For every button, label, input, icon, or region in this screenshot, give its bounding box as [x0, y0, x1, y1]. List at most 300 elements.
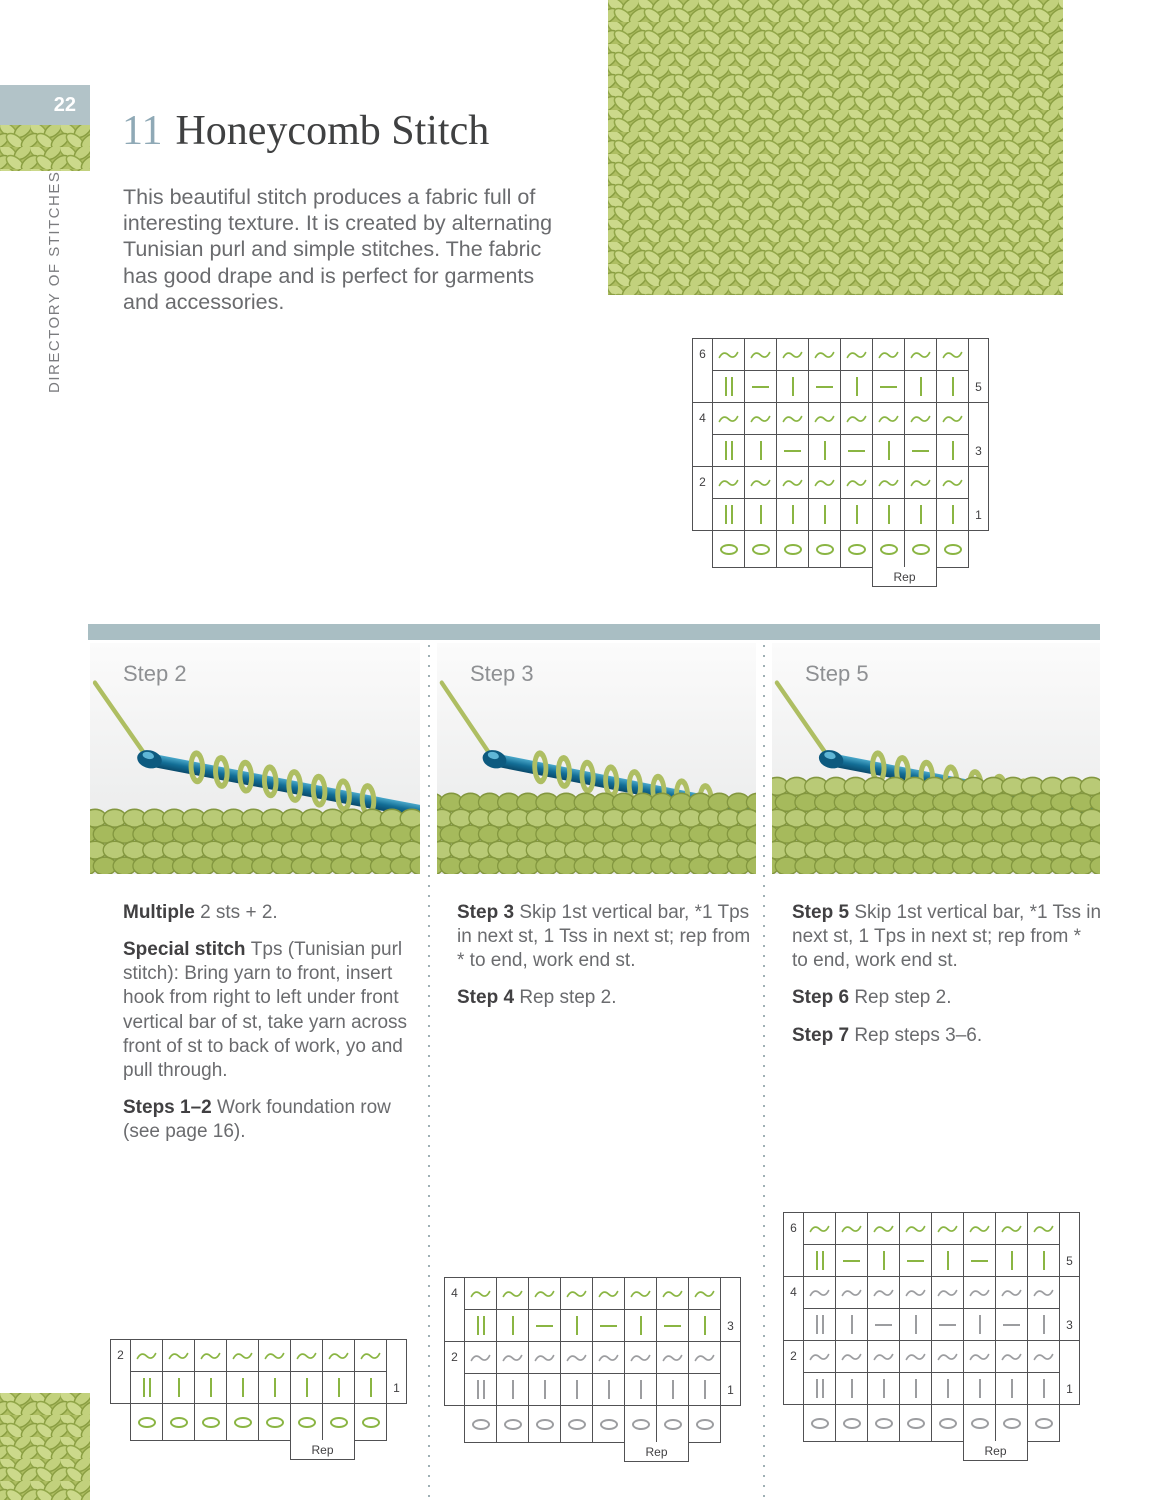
chart-cell	[688, 1341, 721, 1374]
tss-bar-symbol	[640, 1380, 642, 1399]
chart-cell	[963, 1276, 996, 1309]
purl-wave-symbol	[937, 1223, 958, 1235]
purl-wave-symbol	[873, 1351, 894, 1363]
purl-wave-symbol	[873, 1223, 894, 1235]
chart-foundation-cell	[931, 1404, 964, 1442]
row-number: 2	[451, 1350, 458, 1364]
purl-wave-symbol	[942, 413, 963, 425]
chart-cell	[776, 402, 809, 435]
chain-symbol	[330, 1417, 348, 1428]
chart-cell	[560, 1341, 593, 1374]
purl-wave-symbol	[566, 1288, 587, 1300]
chart-cell	[1027, 1276, 1060, 1309]
chart-cell	[840, 402, 873, 435]
tss-bar-symbol	[576, 1380, 578, 1399]
chart-cell	[936, 434, 969, 467]
step-photo-label: Step 5	[805, 661, 869, 686]
chart-repeat-label: Rep	[311, 1442, 334, 1457]
chart-foundation-cell	[936, 530, 969, 568]
purl-wave-symbol	[328, 1350, 349, 1362]
chart-cell	[464, 1309, 497, 1342]
chart-cell	[656, 1341, 689, 1374]
tss-bar-symbol	[883, 1251, 885, 1270]
tps-horizontal-bar-symbol	[939, 1324, 956, 1326]
tss-bar-symbol	[792, 505, 794, 524]
chart-cell	[872, 402, 905, 435]
chain-symbol	[752, 544, 770, 555]
row-number: 5	[1066, 1254, 1073, 1268]
chart-cell	[162, 1371, 195, 1404]
chart-cell	[963, 1212, 996, 1245]
chart-cell	[496, 1277, 529, 1310]
purl-wave-symbol	[841, 1223, 862, 1235]
chart-repeat-label: Rep	[893, 569, 916, 584]
row-number: 4	[790, 1285, 797, 1299]
instruction-paragraph: Step 6 Rep step 2.	[792, 987, 952, 1009]
section-divider-banner	[88, 624, 1100, 640]
chart-foundation-cell	[744, 530, 777, 568]
chart-cell	[840, 434, 873, 467]
chart-row-label-right	[968, 402, 989, 467]
edge-double-bar-symbol	[477, 1380, 485, 1399]
chart-cell	[936, 402, 969, 435]
chart-foundation-cell	[130, 1403, 163, 1441]
chart-cell	[560, 1373, 593, 1406]
chart-cell	[688, 1373, 721, 1406]
purl-wave-symbol	[360, 1350, 381, 1362]
chart-foundation-cell	[162, 1403, 195, 1441]
chart-cell	[899, 1244, 932, 1277]
chart-cell	[496, 1373, 529, 1406]
chain-symbol	[202, 1417, 220, 1428]
chart-cell	[776, 434, 809, 467]
tps-horizontal-bar-symbol	[784, 450, 801, 452]
chart-row-label-right	[386, 1339, 407, 1404]
step-photo-step2	[90, 643, 420, 874]
chart-cell	[712, 498, 745, 531]
purl-wave-symbol	[598, 1288, 619, 1300]
instruction-column-3	[792, 901, 1102, 1061]
chart-foundation-cell	[194, 1403, 227, 1441]
chart-cell	[931, 1308, 964, 1341]
chart-row-label-right	[1059, 1276, 1080, 1341]
chart-cell	[744, 338, 777, 371]
chart-cell	[899, 1340, 932, 1373]
tss-bar-symbol	[856, 505, 858, 524]
chart-row-label-left	[783, 1340, 804, 1405]
purl-wave-symbol	[1033, 1223, 1054, 1235]
tss-bar-symbol	[1043, 1315, 1045, 1334]
fabric-texture	[0, 1393, 90, 1500]
chain-symbol	[784, 544, 802, 555]
purl-wave-symbol	[841, 1351, 862, 1363]
chart-foundation-cell	[496, 1405, 529, 1443]
chart-cell	[803, 1340, 836, 1373]
chart-cell	[656, 1309, 689, 1342]
chart-cell	[995, 1276, 1028, 1309]
chart-cell	[899, 1308, 932, 1341]
chart-cell	[712, 370, 745, 403]
tss-bar-symbol	[952, 377, 954, 396]
tss-bar-symbol	[760, 441, 762, 460]
purl-wave-symbol	[470, 1352, 491, 1364]
chart-cell	[688, 1309, 721, 1342]
chain-symbol	[472, 1419, 490, 1430]
tss-bar-symbol	[952, 441, 954, 460]
chart-row-label-right	[720, 1277, 741, 1342]
chart-cell	[872, 434, 905, 467]
chart-repeat-label: Rep	[984, 1443, 1007, 1458]
chart-cell	[1027, 1372, 1060, 1405]
chain-symbol	[944, 544, 962, 555]
row-number: 1	[393, 1381, 400, 1395]
chart-cell	[258, 1371, 291, 1404]
purl-wave-symbol	[750, 477, 771, 489]
chart-foundation-cell	[840, 530, 873, 568]
row-number: 6	[790, 1221, 797, 1235]
chart-cell	[776, 370, 809, 403]
chart-cell	[803, 1276, 836, 1309]
chart-cell	[592, 1277, 625, 1310]
instruction-paragraph: Steps 1–2 Work foundation row (see page 16).	[123, 1096, 391, 1142]
purl-wave-symbol	[750, 349, 771, 361]
chart-cell	[226, 1371, 259, 1404]
purl-wave-symbol	[200, 1350, 221, 1362]
instruction-lead: Multiple	[123, 902, 201, 923]
step-photo-step5	[772, 643, 1100, 874]
tss-bar-symbol	[915, 1315, 917, 1334]
chart-row-label-right	[720, 1341, 741, 1406]
tss-bar-symbol	[979, 1379, 981, 1398]
tss-bar-symbol	[760, 505, 762, 524]
row-number: 2	[117, 1348, 124, 1362]
chart-cell	[867, 1212, 900, 1245]
chart-foundation-cell	[354, 1403, 387, 1441]
instruction-paragraph: Multiple 2 sts + 2.	[123, 902, 278, 923]
instruction-lead: Steps 1–2	[123, 1096, 217, 1118]
chart-row-label-right	[1059, 1340, 1080, 1405]
chart-cell	[744, 402, 777, 435]
chart-cell	[904, 338, 937, 371]
chart-cell	[808, 402, 841, 435]
chart-foundation-cell	[835, 1404, 868, 1442]
chart-cell	[904, 402, 937, 435]
chart-row-label-left	[692, 466, 713, 531]
chart-cell	[744, 434, 777, 467]
chart-cell	[931, 1244, 964, 1277]
step-photo-label: Step 2	[123, 661, 187, 686]
chart-cell	[963, 1372, 996, 1405]
chain-symbol	[1035, 1418, 1053, 1429]
chart-cell	[963, 1340, 996, 1373]
purl-wave-symbol	[1001, 1223, 1022, 1235]
chart-cell	[835, 1308, 868, 1341]
purl-wave-symbol	[782, 477, 803, 489]
chart-cell	[528, 1309, 561, 1342]
chart-cell	[776, 338, 809, 371]
chart-cell	[840, 466, 873, 499]
purl-wave-symbol	[1001, 1351, 1022, 1363]
chain-symbol	[504, 1419, 522, 1430]
purl-wave-symbol	[534, 1352, 555, 1364]
instruction-lead: Step 4	[457, 987, 520, 1009]
tss-bar-symbol	[851, 1379, 853, 1398]
chart-cell	[560, 1309, 593, 1342]
instruction-lead: Step 3	[457, 902, 520, 923]
chart-foundation-cell	[904, 530, 937, 568]
chain-symbol	[298, 1417, 316, 1428]
chart-cell	[776, 498, 809, 531]
chart-cell	[226, 1339, 259, 1372]
instruction-paragraph: Step 7 Rep steps 3–6.	[792, 1024, 983, 1046]
purl-wave-symbol	[502, 1288, 523, 1300]
chart-cell	[712, 402, 745, 435]
purl-wave-symbol	[846, 349, 867, 361]
purl-wave-symbol	[910, 413, 931, 425]
column-divider-2	[763, 645, 765, 1500]
chart-cell	[712, 338, 745, 371]
tss-bar-symbol	[672, 1380, 674, 1399]
chart-cell	[840, 338, 873, 371]
chain-symbol	[632, 1419, 650, 1430]
chart-foundation-cell	[899, 1404, 932, 1442]
chart-cell	[194, 1371, 227, 1404]
purl-wave-symbol	[1001, 1287, 1022, 1299]
instruction-paragraph: Step 3 Skip 1st vertical bar, *1 Tps in next st, 1 Tss in next st; rep from * to end, work end st.	[457, 902, 751, 972]
chart-cell	[904, 370, 937, 403]
purl-wave-symbol	[232, 1350, 253, 1362]
chart-row-label-right	[1059, 1212, 1080, 1277]
tps-horizontal-bar-symbol	[843, 1260, 860, 1262]
purl-wave-symbol	[841, 1287, 862, 1299]
chart-cell	[931, 1372, 964, 1405]
purl-wave-symbol	[942, 349, 963, 361]
purl-wave-symbol	[942, 477, 963, 489]
tps-horizontal-bar-symbol	[536, 1325, 553, 1327]
tss-bar-symbol	[1043, 1251, 1045, 1270]
purl-wave-symbol	[470, 1288, 491, 1300]
chart-repeat-label: Rep	[645, 1444, 668, 1459]
chart-cell	[936, 370, 969, 403]
page-number: 22	[53, 93, 76, 116]
chart-cell	[560, 1277, 593, 1310]
stitch-name: Honeycomb Stitch	[175, 108, 490, 154]
instruction-paragraph: Special stitch Tps (Tunisian purl stitch): Bring yarn to front, insert hook from right to left under front vertical bar of st, take yarn across front of st to back of work, yo and pull through.	[123, 939, 408, 1081]
tss-bar-symbol	[704, 1316, 706, 1335]
chain-symbol	[362, 1417, 380, 1428]
instruction-lead: Special stitch	[123, 939, 251, 961]
chart-row-label-left	[110, 1339, 131, 1404]
purl-wave-symbol	[566, 1352, 587, 1364]
instruction-lead: Step 7	[792, 1024, 855, 1046]
tss-bar-symbol	[1043, 1379, 1045, 1398]
chain-symbol	[811, 1418, 829, 1429]
purl-wave-symbol	[662, 1352, 683, 1364]
tss-bar-symbol	[178, 1378, 180, 1397]
purl-wave-symbol	[969, 1351, 990, 1363]
chart-cell	[872, 466, 905, 499]
chart-cell	[931, 1212, 964, 1245]
row-number: 5	[975, 380, 982, 394]
chart-cell	[624, 1309, 657, 1342]
instruction-column-1	[123, 901, 428, 1157]
chart-cell	[867, 1276, 900, 1309]
row-number: 4	[451, 1286, 458, 1300]
chart-foundation-cell	[464, 1405, 497, 1443]
chain-symbol	[600, 1419, 618, 1430]
chart-cell	[592, 1373, 625, 1406]
chain-symbol	[138, 1417, 156, 1428]
chain-symbol	[696, 1419, 714, 1430]
chart-cell	[872, 338, 905, 371]
chart-cell	[290, 1339, 323, 1372]
row-number: 3	[1066, 1318, 1073, 1332]
chart-foundation-cell	[624, 1405, 657, 1443]
chart-foundation-cell	[290, 1403, 323, 1441]
chart-cell	[936, 338, 969, 371]
chart-foundation-cell	[872, 530, 905, 568]
purl-wave-symbol	[969, 1287, 990, 1299]
chart-foundation-cell	[528, 1405, 561, 1443]
chain-symbol	[912, 544, 930, 555]
chart-cell	[322, 1339, 355, 1372]
purl-wave-symbol	[809, 1287, 830, 1299]
chart-cell	[322, 1371, 355, 1404]
chart-foundation-cell	[963, 1404, 996, 1442]
tps-horizontal-bar-symbol	[912, 450, 929, 452]
stitch-sample-photo	[608, 0, 1063, 295]
tps-horizontal-bar-symbol	[752, 386, 769, 388]
tss-bar-symbol	[856, 377, 858, 396]
chart-cell	[624, 1373, 657, 1406]
chart-cell	[936, 466, 969, 499]
chart-cell	[835, 1276, 868, 1309]
tss-bar-symbol	[888, 441, 890, 460]
tps-horizontal-bar-symbol	[971, 1260, 988, 1262]
chart-cell	[592, 1309, 625, 1342]
fabric-texture	[0, 125, 90, 171]
chart-cell	[803, 1244, 836, 1277]
fabric-swatch-top-left	[0, 125, 90, 171]
chart-cell	[872, 370, 905, 403]
row-number: 3	[727, 1319, 734, 1333]
chart-cell	[872, 498, 905, 531]
chart-cell	[290, 1371, 323, 1404]
purl-wave-symbol	[630, 1352, 651, 1364]
instruction-lead: Step 5	[792, 902, 855, 923]
chart-cell	[963, 1308, 996, 1341]
chain-symbol	[971, 1418, 989, 1429]
chart-foundation-cell	[995, 1404, 1028, 1442]
chart-cell	[803, 1372, 836, 1405]
purl-wave-symbol	[846, 477, 867, 489]
purl-wave-symbol	[694, 1352, 715, 1364]
chart-foundation-cell	[803, 1404, 836, 1442]
purl-wave-symbol	[782, 349, 803, 361]
chart-cell	[835, 1340, 868, 1373]
chain-symbol	[536, 1419, 554, 1430]
purl-wave-symbol	[718, 477, 739, 489]
tss-bar-symbol	[824, 441, 826, 460]
purl-wave-symbol	[937, 1351, 958, 1363]
edge-double-bar-symbol	[816, 1315, 824, 1334]
chart-cell	[688, 1277, 721, 1310]
chart-row-label-right	[968, 338, 989, 403]
chart-cell	[840, 370, 873, 403]
chart-cell	[931, 1340, 964, 1373]
tps-horizontal-bar-symbol	[1003, 1324, 1020, 1326]
tss-bar-symbol	[851, 1315, 853, 1334]
chart-cell	[130, 1371, 163, 1404]
purl-wave-symbol	[878, 477, 899, 489]
chart-cell	[528, 1373, 561, 1406]
chart-cell	[1027, 1340, 1060, 1373]
tss-bar-symbol	[883, 1379, 885, 1398]
tss-bar-symbol	[920, 377, 922, 396]
chart-row-label-left	[444, 1341, 465, 1406]
chart-cell	[995, 1340, 1028, 1373]
purl-wave-symbol	[910, 477, 931, 489]
tss-bar-symbol	[512, 1316, 514, 1335]
fabric-texture	[608, 0, 1063, 295]
chart-cell	[656, 1277, 689, 1310]
chart-cell	[354, 1371, 387, 1404]
tss-bar-symbol	[210, 1378, 212, 1397]
chart-cell	[835, 1372, 868, 1405]
chart-cell	[744, 370, 777, 403]
chart-foundation-cell	[258, 1403, 291, 1441]
chart-cell	[995, 1308, 1028, 1341]
tss-bar-symbol	[512, 1380, 514, 1399]
purl-wave-symbol	[598, 1352, 619, 1364]
tps-horizontal-bar-symbol	[848, 450, 865, 452]
purl-wave-symbol	[534, 1288, 555, 1300]
chain-symbol	[848, 544, 866, 555]
edge-double-bar-symbol	[816, 1379, 824, 1398]
tss-bar-symbol	[1011, 1251, 1013, 1270]
purl-wave-symbol	[809, 1351, 830, 1363]
tss-bar-symbol	[576, 1316, 578, 1335]
tss-bar-symbol	[274, 1378, 276, 1397]
chart-cell	[712, 466, 745, 499]
row-number: 3	[975, 444, 982, 458]
chart-row-label-right	[968, 466, 989, 531]
row-number: 1	[1066, 1382, 1073, 1396]
chart-row-label-left	[692, 402, 713, 467]
chart-cell	[899, 1276, 932, 1309]
chart-cell	[803, 1308, 836, 1341]
chart-cell	[464, 1373, 497, 1406]
chart-foundation-cell	[712, 530, 745, 568]
sidebar-section-label: DIRECTORY OF STITCHES	[46, 170, 63, 393]
chart-cell	[194, 1339, 227, 1372]
chart-cell	[808, 370, 841, 403]
chart-cell	[995, 1372, 1028, 1405]
tps-horizontal-bar-symbol	[880, 386, 897, 388]
chart-foundation-cell	[226, 1403, 259, 1441]
tss-bar-symbol	[947, 1379, 949, 1398]
chart-repeat-bracket	[290, 1440, 355, 1460]
chart-cell	[835, 1212, 868, 1245]
tss-bar-symbol	[824, 505, 826, 524]
chain-symbol	[664, 1419, 682, 1430]
row-number: 2	[790, 1349, 797, 1363]
tps-horizontal-bar-symbol	[875, 1324, 892, 1326]
chart-cell	[712, 434, 745, 467]
tss-bar-symbol	[792, 377, 794, 396]
tps-horizontal-bar-symbol	[664, 1325, 681, 1327]
purl-wave-symbol	[136, 1350, 157, 1362]
